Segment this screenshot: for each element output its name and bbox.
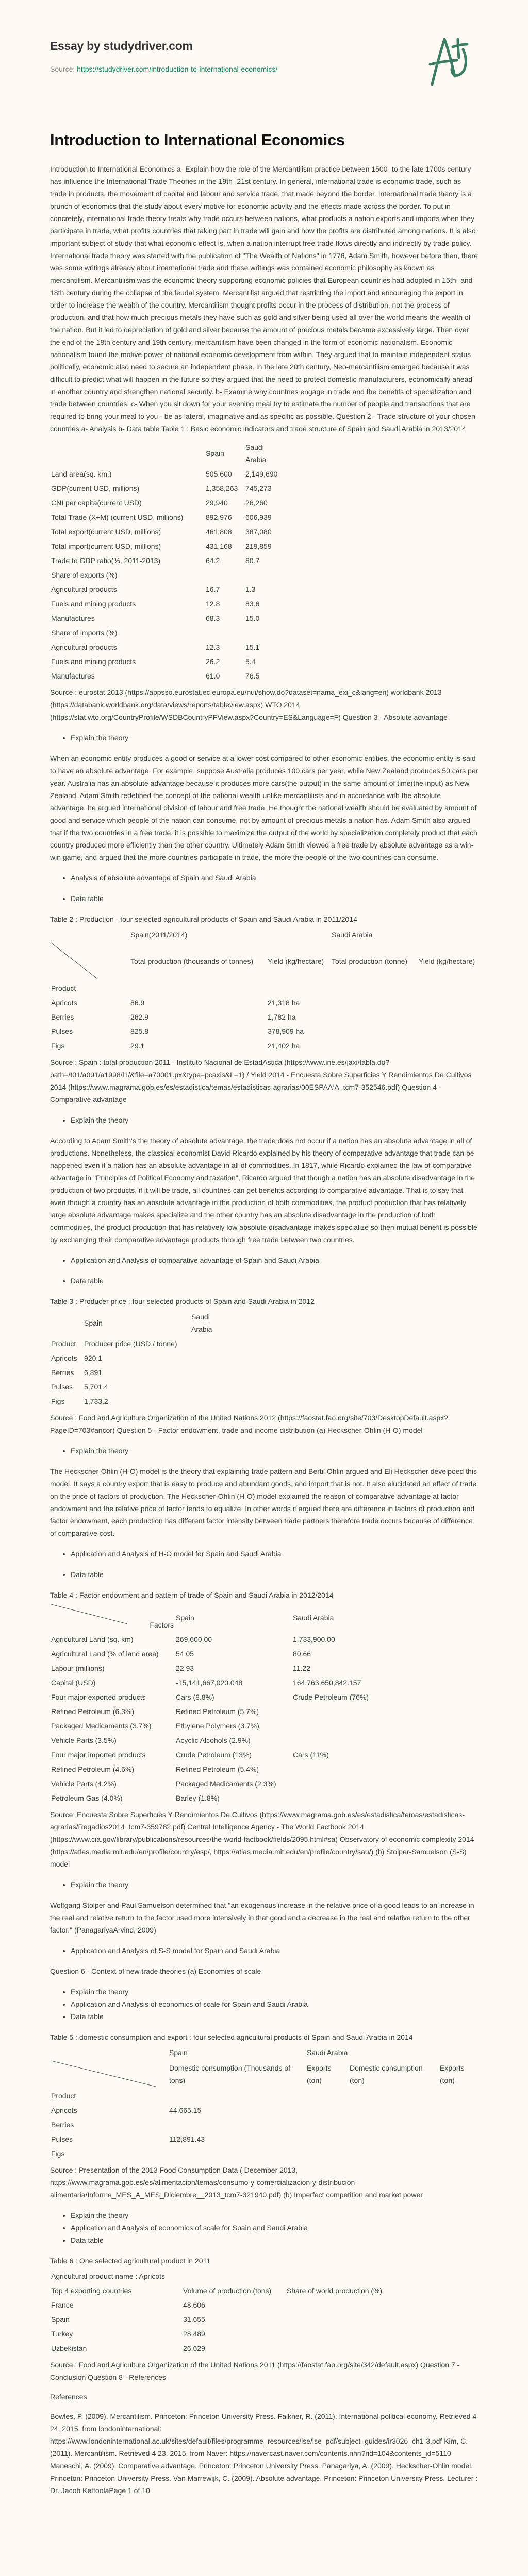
site-title: Essay by studydriver.com (50, 39, 193, 53)
page-header (0, 0, 528, 118)
table-cell: 29,940 (206, 499, 228, 507)
table-row (50, 654, 278, 669)
table-cell: Barley (1.8%) (176, 1794, 220, 1802)
row-label: Figs (51, 1397, 65, 1405)
comparative-advantage-paragraph: According to Adam Smith's the theory of absolute advantage, the trade does not occur if a nation has an absolute advantage in all of productions. Nonetheless, the classical economist David Ricardo explained by his theory of comparative advantage that trade can be happened even if a nation has an absolute advantage in all of commodities. In 1817, while Ricardo explained the law of comparative advantage in "Principles of Political Economy and taxation", Ricardo argued that though a nation has an absolute disadvantage in the production of two products, if it will be trade, all countries can get benefits according to comparative advantage. That is to say that even though a country has an absolute advantage in the production of both commodities, the product production that has relatively large absolute advantage makes specialize and the other country has an absolute disadvantage in the production of both commodities, the product production that has relatively low absolute disadvantage makes specialize so then mutual benefit is possible by exchanging their comparative advantage products through free trade between two countries. (50, 1137, 477, 1244)
column-header: Share of world production (%) (287, 2286, 383, 2295)
table-cell: 15.1 (245, 643, 260, 651)
references-heading: References (50, 2393, 87, 2401)
row-label: Apricots (51, 1354, 77, 1362)
column-header (50, 440, 205, 467)
table-cell: 86.9 (130, 998, 145, 1007)
table-row (50, 1704, 370, 1719)
table-cell: 2,149,690 (245, 470, 278, 478)
source-link[interactable]: https://studydriver.com/introduction-to-international-economics/ (77, 65, 278, 73)
row-label: Labour (millions) (51, 1664, 105, 1672)
row-label: Total import(current USD, millions) (51, 542, 161, 550)
table-cell (331, 1039, 418, 1053)
table-cell: 80.7 (245, 556, 260, 565)
table-cell: 29.1 (130, 1042, 145, 1050)
row-label: Trade to GDP ratio(%, 2011-2013) (51, 556, 161, 565)
table-cell (418, 1024, 476, 1039)
table-header-row (50, 2283, 391, 2298)
table-cell: 1,358,263 (206, 484, 238, 493)
table-row (50, 1394, 218, 1409)
table-cell: 219,859 (245, 542, 272, 550)
row-label: Agricultural Land (sq. km) (51, 1635, 134, 1643)
group-header: Spain(2011/2014) (130, 930, 188, 939)
row-label: Four major exported products (51, 1693, 146, 1701)
table-row (50, 539, 278, 553)
essay-content (0, 130, 528, 2497)
table-row (50, 2146, 478, 2161)
list-item: • Explain the theory (71, 2209, 478, 2222)
row-label: Land area(sq. km.) (51, 470, 112, 478)
table-row (50, 2269, 391, 2283)
table-cell (306, 2117, 349, 2132)
diagonal-header-cell (50, 1603, 175, 1632)
list-item: • Explain the theory (71, 1878, 478, 1891)
table-cell: 387,080 (245, 528, 272, 536)
column-header: Exports (ton) (307, 2064, 332, 2084)
diagonal-header-cell (50, 942, 129, 981)
table-cell: 80.66 (293, 1650, 311, 1658)
table-cell: 68.3 (206, 614, 220, 622)
table-2 (50, 927, 476, 1053)
table-row (50, 2298, 391, 2312)
table-cell: Packaged Medicaments (2.3%) (176, 1780, 276, 1788)
table-cell (349, 2132, 439, 2146)
table-cell: 378,909 ha (268, 1027, 304, 1036)
table-cell: Crude Petroleum (13%) (176, 1751, 252, 1759)
row-label: Apricots (51, 998, 77, 1007)
row-label: Berries (51, 1013, 74, 1021)
column-header: Volume of production (tons) (183, 2286, 272, 2295)
table-cell: 31,655 (183, 2315, 205, 2324)
list-item: • Data table (71, 1275, 478, 1287)
row-label: Total Trade (X+M) (current USD, millions) (51, 513, 184, 521)
table-row (50, 1776, 370, 1791)
table-cell: 11.22 (293, 1664, 310, 1672)
bullet-list (50, 872, 478, 884)
table-group-header (50, 2045, 478, 2060)
table-cell: 15.0 (245, 614, 260, 622)
table-cell (439, 2117, 478, 2132)
table-cell (292, 1719, 370, 1733)
intro-paragraph: Introduction to International Economics a- Explain how the role of the Mercantilism practice between 1500- to the late 1700s century has influence the International Trade Theories in the 19th -21st century. In general, international trade is economic trade, such as trade in products, the movement of capital and labour and service trade, that made beyond the border. International trade theory is a brunch of economics that the study about every motive for economic activity and the effects made across the border. To put in concretely, international trade theory treats why trade occurs between nations, what products a nation exports and imports when they participate in trade, what profits countries that taking part in trade will gain and how the profits are distributed among nations. It is also important subject of study that what economic effect is, when a nation interrupt free trade flows directly and indirectly by trade policy. International trade theory was started with the publication of "The Wealth of Nations" in 1776, Adam Smith, however before then, there was some writings already about international trade and these writings was contained economic philosophy as known as mercantilism. Mercantilism was the economic theory supporting economic policies that European countries had adopted in 15th- and 18th century during the collapse of the feudal system. Mercantilist argued that restricting the import and encouraging the export in order to increase the wealth of the country. Mercantilism thought profits occur in the process of distribution, not the process of production, and that how much precious metals they have such as gold and silver being used all over the world means the wealth of the nation. But it led to depreciation of gold and silver because the amount of precious metals became excessively large. Then over the end of the 18th century and 19th century, mercantilism have been changed in the form of economic nationalism. Economic nationalism found the motive power of national economic development from within. They argued that to maintain independent status politically, economic also need to secure an independent phase. In the late 20th century, Neo-mercantilism emerged because it was difficult to predict what will happen in the future so they argued that the need to protect domestic manufacturers, economically ahead in another country and strengthen national security. b- Examine why countries engage in trade and the benefits of specialization and trade between countries. c- When you sit down for your evening meal try to estimate the number of people and transactions that are required to bring your meal to you - be as lateral, imaginative and as specific as possible. Question 2 - Trade structure of your chosen countries a- Analysis b- Data table Table 1 : Basic economic indicators and trade structure of Spain and Saudi Arabia in 2013/2014 (50, 165, 478, 433)
column-header: Exports (ton) (440, 2064, 465, 2084)
bullet-list (50, 1445, 478, 1457)
table-cell: 61.0 (206, 672, 220, 680)
row-label: Petroleum Gas (4.0%) (51, 1794, 123, 1802)
row-label: Berries (51, 2121, 74, 2129)
table-row (50, 1380, 218, 1394)
row-label: Total export(current USD, millions) (51, 528, 161, 536)
row-label: CNI per capita(current USD) (51, 499, 142, 507)
row-label-header: Product (51, 2092, 76, 2100)
row-label: Fuels and mining products (51, 600, 136, 608)
column-header: Saudi Arabia (245, 443, 267, 464)
table-cell: Ethylene Polymers (3.7%) (176, 1722, 259, 1730)
source-paragraph-1: Source : eurostat 2013 (https://appsso.eurostat.ec.europa.eu/nui/show.do?dataset=nama_exi_c&lang=en) worldbank 2013 (https://databank.worldbank.org/data/views/reports/tableview.aspx) WTO 2014 (https://stat.wto.org/CountryProfile/WSDBCountryPFView.aspx?Country=ES&Language=F) Question 3 - Absolute advantage (50, 688, 448, 721)
table-row (50, 1024, 476, 1039)
table-row (50, 1733, 370, 1748)
table-row (50, 1632, 370, 1647)
source-paragraph-6: Source : Food and Agriculture Organization of the United Nations 2011 (https://faostat.fao.org/site/342/default.aspx) Question 7 - Conclusion Question 8 - References (50, 2361, 460, 2381)
stolper-samuelson-paragraph: Wolfgang Stolper and Paul Samuelson determined that "an exogenous increase in the relative price of a good leads to an increase in the real and relative return to the factor used more intensively in that good and a decrease in the real and relative return to the other factor." (PanagariyaArvind, 2009) (50, 1901, 474, 1934)
list-item: • Data table (71, 2010, 478, 2023)
row-label: Agricultural products (51, 643, 117, 651)
row-label: Vehicle Parts (4.2%) (51, 1780, 117, 1788)
table-row (50, 496, 278, 510)
row-label: Share of exports (%) (51, 571, 118, 579)
row-label: Fuels and mining products (51, 657, 136, 666)
row-label: Packaged Medicaments (3.7%) (51, 1722, 152, 1730)
table-cell: 54.05 (176, 1650, 194, 1658)
table-1 (50, 440, 278, 683)
table-row (50, 2117, 478, 2132)
table-cell: 5,701.4 (84, 1383, 108, 1391)
table-cell: 28,489 (183, 2330, 205, 2338)
table-cell: 164,763,650,842.157 (293, 1679, 361, 1687)
table-cell: 745,273 (245, 484, 272, 493)
column-header: Top 4 exporting countries (51, 2286, 132, 2295)
table-cell (439, 2146, 478, 2161)
table-row (50, 1039, 476, 1053)
row-label: Pulses (51, 1027, 73, 1036)
column-header: Spain (206, 449, 224, 457)
table-cell: 22.93 (176, 1664, 194, 1672)
table-row (50, 524, 278, 539)
table-header-row (50, 440, 278, 467)
table-cell: Acyclic Alcohols (2.9%) (176, 1736, 251, 1744)
list-item: • Data table (71, 1568, 478, 1581)
list-item: • Explain the theory (71, 1986, 478, 1998)
table-row (50, 481, 278, 496)
list-item: • Analysis of absolute advantage of Spain and Saudi Arabia (71, 872, 478, 884)
row-label: Manufactures (51, 614, 95, 622)
table-row (50, 568, 278, 582)
table-cell: 825.8 (130, 1027, 149, 1036)
bullet-list (50, 1986, 478, 2023)
table-row (50, 1791, 370, 1805)
source-paragraph-5: Source : Presentation of the 2013 Food Consumption Data ( December 2013, https://www.magrama.gob.es/es/alimentacion/temas/consumo-y-comercializacion-y-distribucion-alimentaria/Informe_MES_A_MES_Diciembre__2013_tcm7-321940.pdf) (b) Imperfect competition and market power (50, 2166, 423, 2199)
table-cell: 12.8 (206, 600, 220, 608)
list-item: • Application and Analysis of economics of scale for Spain and Saudi Arabia (71, 1998, 478, 2010)
bullet-list (50, 1275, 478, 1287)
table-cell (349, 2117, 439, 2132)
table-cell: Cars (11%) (293, 1751, 329, 1759)
table-cell (168, 2146, 306, 2161)
table-5 (50, 2045, 478, 2161)
row-label: Figs (51, 2149, 65, 2158)
table-cell: 505,600 (206, 470, 232, 478)
table-row (50, 2327, 391, 2341)
row-label: Capital (USD) (51, 1679, 96, 1687)
table-cell: 269,600.00 (176, 1635, 212, 1643)
table-cell (292, 1733, 370, 1748)
table-cell (418, 995, 476, 1010)
table-cell (349, 2103, 439, 2117)
table-row (50, 597, 278, 611)
table-cell (331, 1024, 418, 1039)
diagonal-line-icon (50, 1603, 174, 1632)
row-label: Spain (51, 2315, 70, 2324)
heckscher-ohlin-paragraph: The Heckscher-Ohlin (H-O) model is the theory that explaining trade pattern and Bertil Ohlin argued and Eli Heckscher develpoed this model. It says a country export that is easy to produce and abundant goods, and import that is not. It also elucidated an effect of trade on the price of factors of production. The Heckscher-Ohlin (H-O) model explained the reason of comparative advantage at factor endowment and the relative price of factor tends to equalize. In other words it argued there are difference in factors of production and factor endowment, each production has different factor intensity between trade partners therefore trade occurs because of difference of comparative cost. (50, 1467, 477, 1537)
group-header: Saudi Arabia (191, 1313, 212, 1333)
table-row (50, 2312, 391, 2327)
table-row (50, 467, 278, 481)
row-label: Pulses (51, 2135, 73, 2143)
table-cell (439, 2132, 478, 2146)
column-header: Saudi Arabia (293, 1614, 334, 1622)
diagonal-line-icon (50, 2060, 166, 2089)
column-header: Producer price (USD / tonne) (84, 1340, 177, 1348)
column-header: Yield (kg/hectare) (268, 957, 324, 965)
row-label: Uzbekistan (51, 2344, 87, 2352)
table-cell: 12.3 (206, 643, 220, 651)
bullet-list (50, 732, 478, 744)
bullet-list (50, 1548, 478, 1560)
table-3-caption: Table 3 : Producer price : four selected products of Spain and Saudi Arabia in 2012 (50, 1297, 315, 1306)
row-label: Apricots (51, 2106, 77, 2114)
row-label: GDP(current USD, millions) (51, 484, 140, 493)
table-row (50, 669, 278, 683)
table-row (50, 510, 278, 524)
list-item: • Application and Analysis of economics of scale for Spain and Saudi Arabia (71, 2222, 478, 2234)
diagonal-header-cell (50, 2060, 168, 2089)
row-label-header: Product (51, 984, 76, 992)
group-header: Saudi Arabia (307, 2048, 348, 2057)
table-cell: Refined Petroleum (5.7%) (176, 1707, 259, 1716)
table-cell: 920.1 (84, 1354, 103, 1362)
row-label: Agricultural products (51, 585, 117, 594)
table-cell: 26.2 (206, 657, 220, 666)
table-row (50, 1690, 370, 1704)
table-row (50, 611, 278, 625)
column-header: Total production (thousands of tonnes) (130, 957, 254, 965)
table-cell (286, 2327, 391, 2341)
row-label: Pulses (51, 1383, 73, 1391)
table-cell (306, 2103, 349, 2117)
table-cell: 606,939 (245, 513, 272, 521)
column-header: Domestic consumption (Thousands of tons) (169, 2064, 290, 2084)
row-label-header: Product (51, 1340, 76, 1348)
list-item: • Application and Analysis of S-S model for Spain and Saudi Arabia (71, 1944, 478, 1957)
table-cell: 1.3 (245, 585, 256, 594)
table-cell: 431,168 (206, 542, 232, 550)
column-header: Spain (176, 1614, 194, 1622)
table-header-row (50, 1336, 218, 1351)
table-cell: Cars (8.8%) (176, 1693, 214, 1701)
references-list: Bowles, P. (2009). Mercantilism. Princeton: Princeton University Press. Falkner, R. (2011). International political economy. Retrieved 4 24, 2015, from londoninternational: https://www.londoninternational.ac.uk/sites/default/files/programme_resources/lse/lse_pdf/subject_guides/ir3026_ch1-3.pdf Kim, C. (2011). Mercantilism. Retrieved 4 23, 2015, from Naver: https://navercast.naver.com/contents.nhn?rid=104&contents_id=5110 Maneschi, A. (2009). Comparative advantage. Princeton: Princeton University Press. Panagariya, A. (2009). Heckscher-Ohlin model. Princeton: Princeton University Press. Van Marrewijk, C. (2009). Absolute advantage. Princeton: Princeton University Press. Lecturer : Dr. Jacob KettoolaPage 1 of 10 (50, 2412, 478, 2495)
table-cell: 21,318 ha (268, 998, 300, 1007)
table-4 (50, 1603, 370, 1805)
column-header: Yield (kg/hectare) (419, 957, 475, 965)
table-cell: 1,733.2 (84, 1397, 108, 1405)
table-cell (190, 1380, 218, 1394)
bullet-list (50, 1114, 478, 1126)
table-5-caption: Table 5 : domestic consumption and export : four selected agricultural products of Spain and Saudi Arabia in 2014 (50, 2033, 413, 2041)
question-6-heading: Question 6 - Context of new trade theories (a) Economies of scale (50, 1967, 261, 1975)
absolute-advantage-paragraph: When an economic entity produces a good or service at a lower cost compared to other economic entities, the economic entity is said to have an absolute advantage. For example, suppose Australia produces 100 cars per year, while New Zealand produces 50 cars per year. Australia has an absolute advantage because it produces more cars(the output) in the same amount of time(the input) as New Zealand. Adam Smith redefined the concept of the national wealth unlike mercantilists and in accordance with the absolute advantage, he argued international division of labour and free trade. He thought the national wealth should be evaluated by amount of good and service which people of the nation can consume, not by amount of precious metals a nation has. Adam Smith also argued that if the two countries in a free trade, it is possible to maximize the output of the world by specialization completely product that each country produced more efficiently than the other country. Ultimately Adam Smith viewed a free trade by absolute advantage as a win-win game, and argued that the more countries participate in trade, the more the people of the two countries can consume. (50, 754, 478, 861)
table-cell (349, 2146, 439, 2161)
table-cell: Refined Petroleum (5.4%) (176, 1765, 259, 1773)
diagonal-line-icon (50, 942, 127, 983)
table-row (50, 640, 278, 654)
table-cell: 1,782 ha (268, 1013, 296, 1021)
table-cell (168, 2117, 306, 2132)
table-cell (331, 1010, 418, 1024)
table-row (50, 1719, 370, 1733)
table-row (50, 2103, 478, 2117)
table-row (50, 1661, 370, 1675)
bullet-list (50, 1568, 478, 1581)
list-item: • Explain the theory (71, 1114, 478, 1126)
bullet-list (50, 2209, 478, 2246)
table-header-row (50, 1603, 370, 1632)
table-row (50, 1010, 476, 1024)
table-cell: 64.2 (206, 556, 220, 565)
group-header: Saudi Arabia (332, 930, 373, 939)
table-cell (306, 2132, 349, 2146)
row-label: France (51, 2301, 74, 2309)
list-item: • Data table (71, 2234, 478, 2246)
table-row (50, 1647, 370, 1661)
table-cell: 6,891 (84, 1368, 103, 1377)
table-cell (292, 1704, 370, 1719)
row-label: Vehicle Parts (3.5%) (51, 1736, 117, 1744)
source-paragraph-2: Source : Spain : total production 2011 - Instituto Nacional de EstadAstica (https://www.ine.es/jaxi/tabla.do?path=/t01/a091/a1998/l1/&file=a70001.px&type=pcaxis&L=1) / Yield 2014 - Encuesta Sobre Superficies Y Rendimientos De Cultivos 2014 (https://www.magrama.gob.es/es/estadistica/temas/estadisticas-agrarias/00ESPAA‘A_tcm7-352546.pdf) Question 4 - Comparative advantage (50, 1058, 472, 1104)
table-cell: -15,141,667,020.048 (176, 1679, 243, 1687)
source-line (50, 63, 277, 75)
bullet-list (50, 1254, 478, 1266)
table-row (50, 2341, 391, 2355)
row-label: Figs (51, 1042, 65, 1050)
table-cell: 44,665.15 (169, 2106, 202, 2114)
bullet-list (50, 1944, 478, 1957)
table-cell (286, 2341, 391, 2355)
table-cell (190, 1351, 218, 1365)
list-item: • Data table (71, 892, 478, 905)
table-header-row (50, 2060, 478, 2089)
row-label: Manufactures (51, 672, 95, 680)
column-header: Total production (tonne) (332, 957, 408, 965)
list-item: • Explain the theory (71, 732, 478, 744)
table-cell: 16.7 (206, 585, 220, 594)
list-item: • Application and Analysis of H-O model for Spain and Saudi Arabia (71, 1548, 478, 1560)
list-item: • Explain the theory (71, 1445, 478, 1457)
bullet-list (50, 1878, 478, 1891)
table-row (50, 995, 476, 1010)
table-4-caption: Table 4 : Factor endowment and pattern of trade of Spain and Saudi Arabia in 2012/2014 (50, 1591, 334, 1599)
row-label: Agricultural Land (% of land area) (51, 1650, 159, 1658)
source-label: Source: (50, 65, 77, 73)
table-cell (244, 625, 278, 640)
table-row (50, 2132, 478, 2146)
column-header: Domestic consumption (ton) (350, 2064, 423, 2084)
group-header: Spain (169, 2048, 188, 2057)
source-paragraph-3: Source : Food and Agriculture Organization of the United Nations 2012 (https://faostat.fao.org/site/703/DesktopDefault.aspx?PageID=703#ancor) Question 5 - Factor endowment, trade and income distribution (a) Heckscher-Ohlin (H-O) model (50, 1414, 449, 1434)
table-cell (331, 995, 418, 1010)
table-row (50, 553, 278, 568)
table-3 (50, 1310, 218, 1409)
table-group-header (50, 1310, 218, 1336)
table-6 (50, 2269, 391, 2355)
table-header-row (50, 942, 476, 981)
table-6-caption: Table 6 : One selected agricultural product in 2011 (50, 2257, 211, 2265)
table-cell: 262.9 (130, 1013, 149, 1021)
table-cell: 26,260 (245, 499, 268, 507)
group-header: Spain (84, 1319, 103, 1327)
bullet-list (50, 892, 478, 905)
page-title: Introduction to International Economics (50, 131, 345, 149)
source-paragraph-4: Source: Encuesta Sobre Superficies Y Rendimientos De Cultivos (https://www.magrama.gob.es/es/estadistica/temas/estadisticas-agrarias/Regadios2014_tcm7-359782.pdf) Central Intelligence Agency - The World Factbook 2014 (https://www.cia.gov/library/publications/resources/the-world-factbook/fields/2095.html#sa) Observatory of economic complexity 2014 (https://atlas.media.mit.edu/en/profile/country/esp/, https://atlas.media.mit.edu/en/profile/country/sau/) (b) Stolper-Samuelson (S-S) model (50, 1810, 474, 1868)
table-cell: 892,976 (206, 513, 232, 521)
table-cell (306, 2146, 349, 2161)
table-row (50, 2089, 478, 2103)
table-group-header (50, 927, 476, 942)
table-row (50, 981, 476, 995)
table-cell (418, 1010, 476, 1024)
row-label: Refined Petroleum (6.3%) (51, 1707, 135, 1716)
product-name-label: Agricultural product name : Apricots (51, 2272, 165, 2280)
table-row (50, 1675, 370, 1690)
row-label: Berries (51, 1368, 74, 1377)
table-cell: 5.4 (245, 657, 256, 666)
table-cell (292, 1791, 370, 1805)
table-row (50, 582, 278, 597)
table-cell (244, 568, 278, 582)
table-cell (190, 1394, 218, 1409)
table-cell: 461,808 (206, 528, 232, 536)
corner-label: Factors (150, 1621, 174, 1629)
table-cell: Crude Petroleum (76%) (293, 1693, 369, 1701)
table-cell: 21,402 ha (268, 1042, 300, 1050)
table-cell: 83.6 (245, 600, 260, 608)
table-cell: 112,891.43 (169, 2135, 205, 2143)
table-cell (439, 2103, 478, 2117)
table-row (50, 625, 278, 640)
table-row (50, 1762, 370, 1776)
table-cell (205, 568, 244, 582)
table-cell (292, 1776, 370, 1791)
table-cell (292, 1762, 370, 1776)
table-cell (286, 2298, 391, 2312)
table-cell: 76.5 (245, 672, 260, 680)
table-2-caption: Table 2 : Production - four selected agricultural products of Spain and Saudi Arabia in 2011/2014 (50, 915, 357, 923)
row-label: Four major imported products (51, 1751, 146, 1759)
table-row (50, 1365, 218, 1380)
table-cell: 48,606 (183, 2301, 205, 2309)
table-cell (418, 1039, 476, 1053)
table-cell (190, 1365, 218, 1380)
row-label: Share of imports (%) (51, 629, 118, 637)
a-plus-logo-icon (426, 35, 477, 87)
row-label: Refined Petroleum (4.6%) (51, 1765, 135, 1773)
table-cell: 1,733,900.00 (293, 1635, 335, 1643)
table-row (50, 1351, 218, 1365)
table-cell: 26,629 (183, 2344, 205, 2352)
table-cell (205, 625, 244, 640)
table-row (50, 1748, 370, 1762)
row-label: Turkey (51, 2330, 73, 2338)
list-item: • Application and Analysis of comparative advantage of Spain and Saudi Arabia (71, 1254, 478, 1266)
table-cell (286, 2312, 391, 2327)
